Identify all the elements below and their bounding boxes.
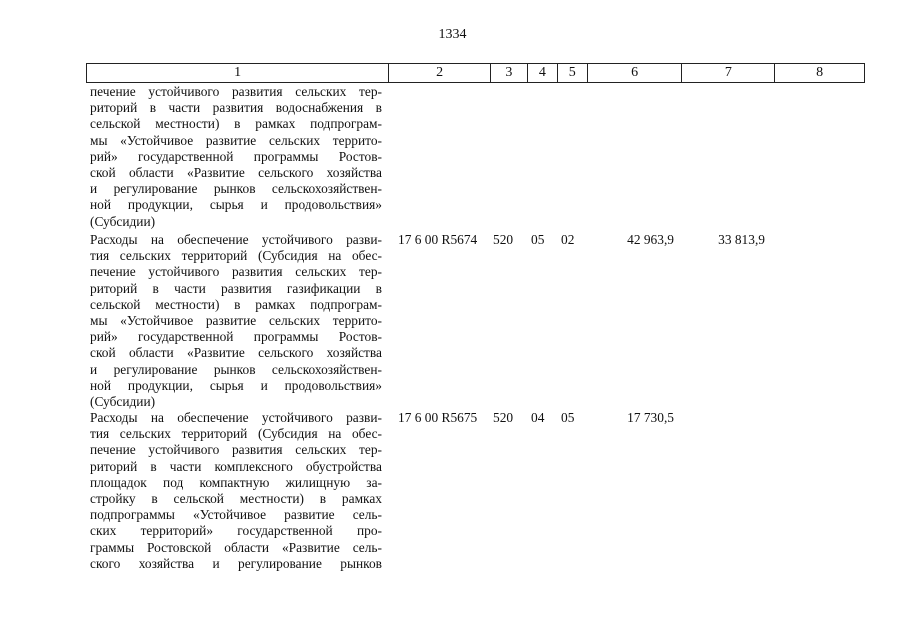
desc-line: печение устойчивого развития сельских тер- [90, 442, 382, 458]
desc-line: мы «Устойчивое развитие сельских террито- [90, 132, 382, 148]
col-4-value: 04 [531, 410, 545, 425]
desc-line: печение устойчивого развития сельских тер- [90, 84, 382, 99]
desc-line: ских территорий» государственной про- [90, 523, 382, 539]
desc-line: ской области «Развитие сельского хозяйства [90, 345, 382, 361]
table-header [86, 63, 865, 83]
desc-line: мы «Устойчивое развитие сельских террито- [90, 313, 382, 329]
desc-line: ной продукции, сырья и продовольствия» [90, 197, 382, 213]
desc-line: сельской местности) в рамках подпрограм- [90, 296, 382, 312]
col-5-value: 02 [561, 232, 575, 247]
row-description [90, 84, 382, 230]
row-description [90, 410, 382, 572]
header-col-4: 4 [528, 64, 558, 82]
desc-line: печение устойчивого развития сельских тер- [90, 264, 382, 280]
col-6-value: 42 963,9 [627, 232, 674, 247]
desc-line: Расходы на обеспечение устойчивого разви- [90, 232, 382, 247]
header-col-1: 1 [87, 64, 389, 82]
page-number: 1334 [438, 27, 467, 42]
col-3-value: 520 [493, 232, 514, 247]
desc-line: ской области «Развитие сельского хозяйства [90, 165, 382, 181]
header-col-6: 6 [588, 64, 683, 82]
desc-line: ной продукции, сырья и продовольствия» [90, 377, 382, 393]
desc-line: и регулирование рынков сельскохозяйствен- [90, 181, 382, 197]
col-4-value: 05 [531, 232, 545, 247]
desc-line: риторий в части развития водоснабжения в [90, 100, 382, 116]
desc-line: рий» государственной программы Ростов- [90, 329, 382, 345]
col-7-value: 33 813,9 [718, 232, 765, 247]
desc-line: тия сельских территорий (Субсидия на обес- [90, 426, 382, 442]
col-5-value: 05 [561, 410, 575, 425]
desc-line: граммы Ростовской области «Развитие сель- [90, 539, 382, 555]
desc-line: риторий в части развития газификации в [90, 280, 382, 296]
desc-line: площадок под компактную жилищную за- [90, 474, 382, 490]
desc-line: тия сельских территорий (Субсидия на обес- [90, 248, 382, 264]
desc-line: (Субсидии) [90, 394, 156, 410]
header-col-8: 8 [816, 65, 824, 80]
header-col-5: 5 [558, 64, 588, 82]
row-description [90, 232, 382, 410]
header-col-3: 3 [491, 64, 528, 82]
desc-line: стройку в сельской местности) в рамках [90, 491, 382, 507]
desc-line: Расходы на обеспечение устойчивого разви- [90, 410, 382, 425]
budget-code: 17 6 00 R5674 [398, 232, 478, 247]
budget-code: 17 6 00 R5675 [398, 410, 478, 425]
col-3-value: 520 [493, 410, 514, 425]
header-col-2: 2 [389, 64, 491, 82]
desc-line: подпрограммы «Устойчивое развитие сель- [90, 507, 382, 523]
desc-line: и регулирование рынков сельскохозяйствен- [90, 361, 382, 377]
header-col-7: 7 [682, 64, 775, 82]
desc-line: сельской местности) в рамках подпрограм- [90, 116, 382, 132]
desc-line: риторий в части комплексного обустройства [90, 458, 382, 474]
desc-line: ского хозяйства и регулирование рынков [90, 555, 382, 571]
col-6-value: 17 730,5 [627, 410, 674, 425]
desc-line: рий» государственной программы Ростов- [90, 148, 382, 164]
desc-line: (Субсидии) [90, 213, 156, 229]
